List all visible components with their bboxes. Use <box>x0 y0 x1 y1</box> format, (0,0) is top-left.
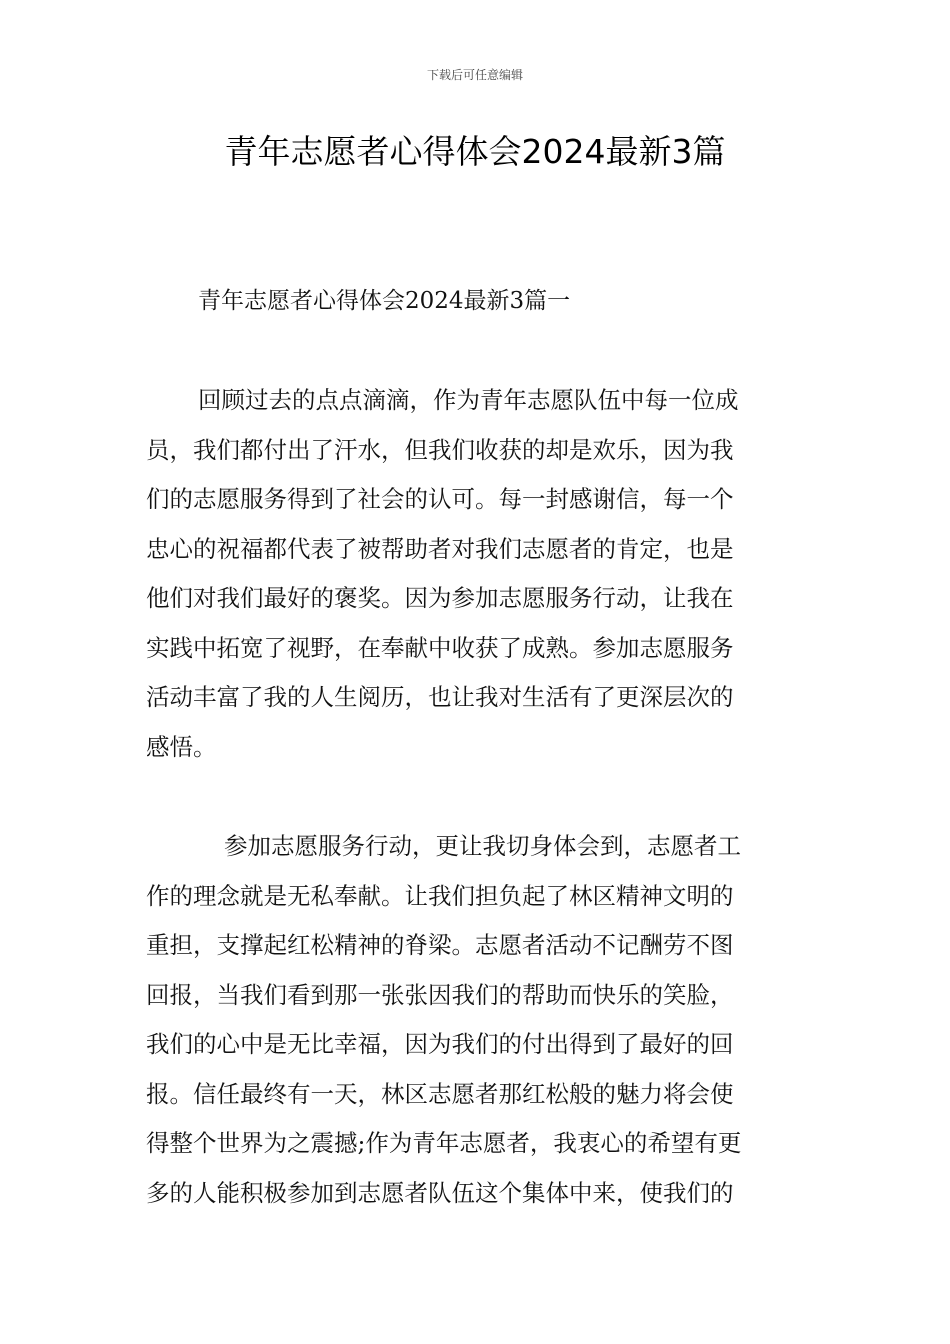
paragraph-line: 感悟。 <box>146 732 217 761</box>
paragraph-line: 回顾过去的点点滴滴，作为青年志愿队伍中每一位成 <box>198 386 739 414</box>
paragraph-2 <box>146 822 816 1218</box>
paragraph-line: 多的人能积极参加到志愿者队伍这个集体中来，使我们的 <box>146 1178 734 1207</box>
section-heading: 青年志愿者心得体会2024最新3篇一 <box>198 288 571 314</box>
paragraph-line: 忠心的祝福都代表了被帮助者对我们志愿者的肯定，也是 <box>146 534 734 563</box>
paragraph-line: 报。信任最终有一天，林区志愿者那红松般的魅力将会使 <box>146 1079 734 1108</box>
paragraph-line: 作的理念就是无私奉献。让我们担负起了林区精神文明的 <box>146 881 734 910</box>
paragraph-line: 我们的心中是无比幸福，因为我们的付出得到了最好的回 <box>146 1030 734 1058</box>
paragraph-1 <box>146 376 816 772</box>
paragraph-line: 重担，支撑起红松精神的脊梁。志愿者活动不记酬劳不图 <box>146 931 734 959</box>
header-note: 下载后可任意编辑 <box>426 68 523 82</box>
paragraph-line: 回报，当我们看到那一张张因我们的帮助而快乐的笑脸， <box>146 980 734 1009</box>
paragraph-line: 员，我们都付出了汗水，但我们收获的却是欢乐，因为我 <box>146 435 734 464</box>
paragraph-line: 得整个世界为之震撼;作为青年志愿者，我衷心的希望有更 <box>146 1129 742 1157</box>
paragraph-line: 他们对我们最好的褒奖。因为参加志愿服务行动，让我在 <box>146 584 734 612</box>
paragraph-line: 参加志愿服务行动，更让我切身体会到，志愿者工 <box>224 832 741 860</box>
paragraph-line: 实践中拓宽了视野，在奉献中收获了成熟。参加志愿服务 <box>146 633 734 662</box>
paragraph-line: 活动丰富了我的人生阅历，也让我对生活有了更深层次的 <box>146 683 734 711</box>
paragraph-line: 们的志愿服务得到了社会的认可。每一封感谢信，每一个 <box>146 485 734 513</box>
document-title: 青年志愿者心得体会2024最新3篇 <box>224 132 726 171</box>
